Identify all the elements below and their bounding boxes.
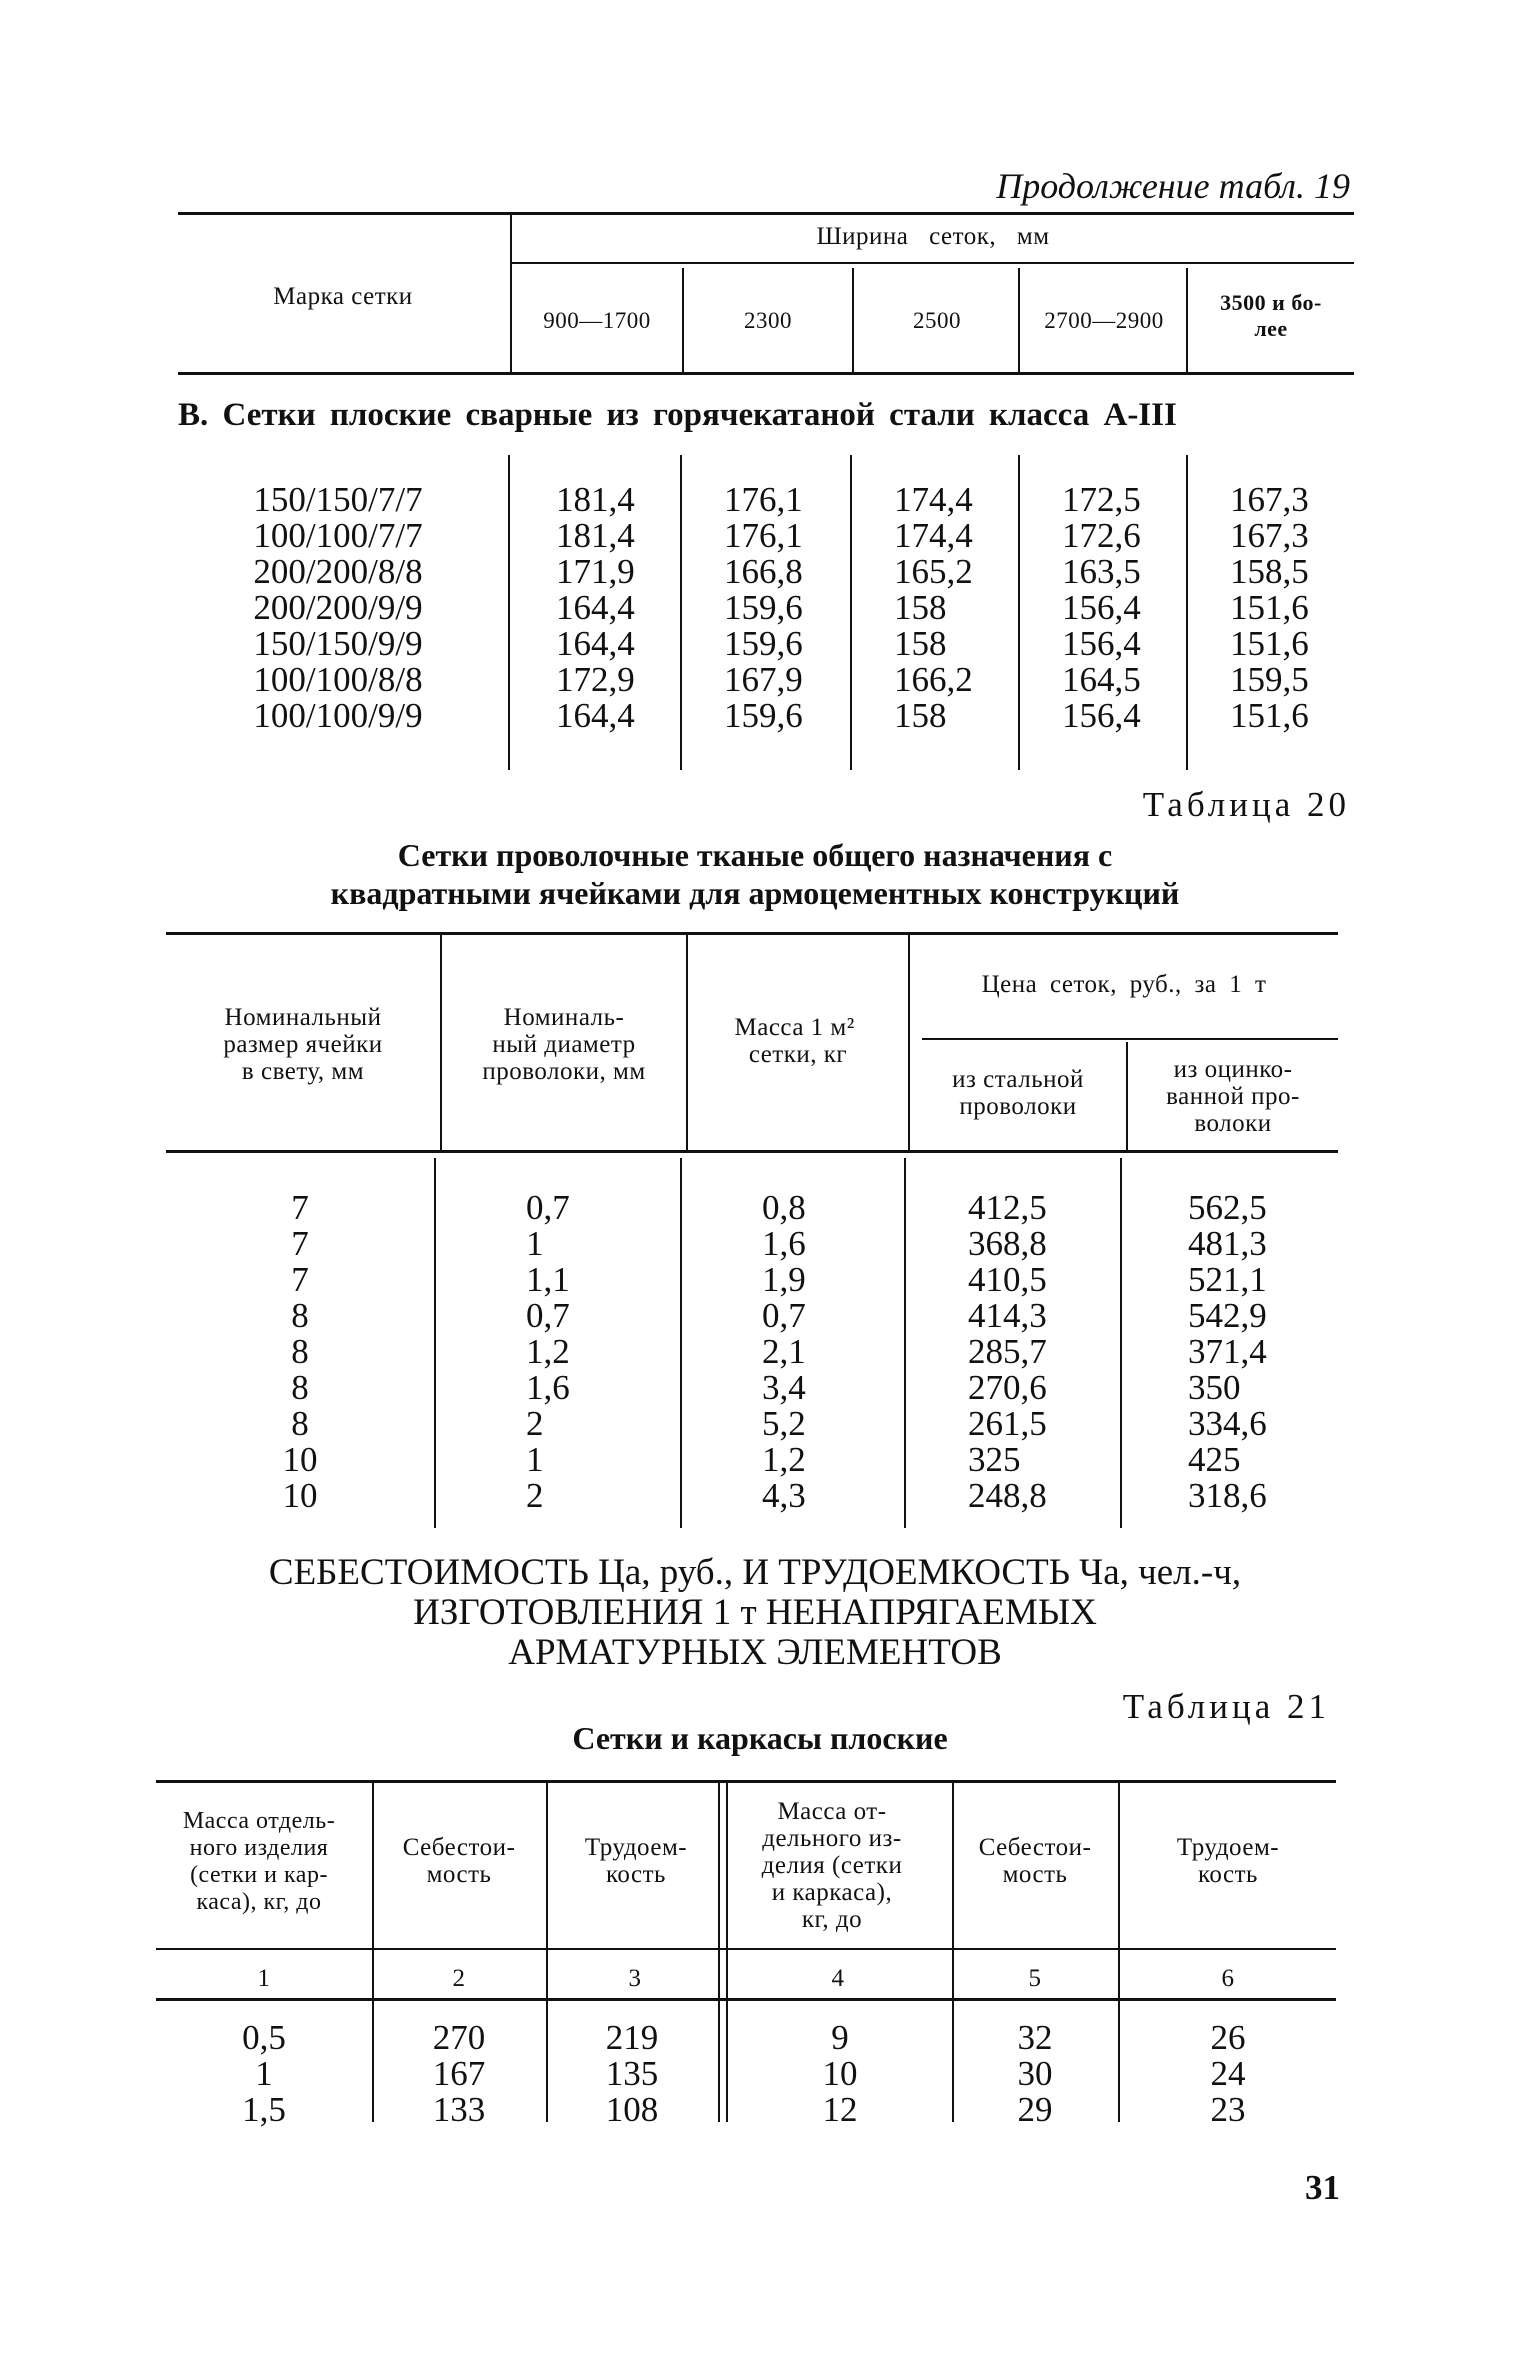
table-cell: 285,7: [968, 1332, 1047, 1371]
costs-heading: СЕБЕСТОИМОСТЬ Ца, руб., И ТРУДОЕМКОСТЬ Ча, чел.-ч, ИЗГОТОВЛЕНИЯ 1 т НЕНАПРЯГАЕМЫХ АРМАТУРНЫХ ЭЛЕМЕНТОВ: [268, 1552, 1242, 1673]
table19-header-mark: Марка сетки: [273, 283, 413, 310]
table20-vline-4: [1126, 1042, 1128, 1150]
table-cell: 133: [432, 2090, 486, 2129]
table-cell: 318,6: [1188, 1476, 1267, 1515]
table21-top-rule: [156, 1780, 1336, 1783]
mark-cell: 100/100/9/9: [253, 696, 423, 735]
table-cell: 412,5: [968, 1188, 1047, 1227]
table20-col-steel: [968, 1190, 1118, 1514]
table-cell: 1,2: [762, 1440, 806, 1479]
table-cell: 32: [1017, 2018, 1053, 2057]
table-cell: 8: [291, 1296, 309, 1335]
table-cell: 108: [605, 2090, 659, 2129]
table-cell: 2: [526, 1476, 544, 1515]
value-cell: 151,6: [1230, 696, 1309, 735]
table19-header-widths: Ширина сеток, мм: [816, 223, 1050, 250]
table-cell: 1: [526, 1440, 544, 1479]
mark-cell: 200/200/8/8: [253, 552, 423, 591]
table20-body-vline-4: [1120, 1158, 1122, 1528]
table20-col-cell: [166, 1190, 434, 1514]
table21-header-1: Масса отдель- ного изделия (сетки и кар- каса), кг, до: [182, 1808, 336, 1915]
table20-vline-2: [686, 934, 688, 1150]
table21-col-3: [546, 2020, 718, 2128]
mark-cell: 150/150/9/9: [253, 624, 423, 663]
value-cell: 176,1: [724, 480, 803, 519]
value-cell: 158: [894, 588, 947, 627]
value-cell: 156,4: [1062, 624, 1141, 663]
table-cell: 7: [291, 1188, 309, 1227]
table-cell: 1,1: [526, 1260, 570, 1299]
table21-subtitle: Сетки и каркасы плоские: [572, 1720, 948, 1756]
table20-vline-3: [908, 934, 910, 1150]
table21-col-4: [728, 2020, 952, 2128]
table20-header-steel: из стальной проволоки: [952, 1066, 1084, 1120]
table21-num-6: 6: [1221, 1965, 1235, 1992]
value-cell: 172,6: [1062, 516, 1141, 555]
table20-header-cell: Номинальный размер ячейки в свету, мм: [223, 1004, 383, 1085]
value-cell: 159,6: [724, 624, 803, 663]
continuation-label: Продолжение табл. 19: [996, 166, 1350, 206]
table-cell: 248,8: [968, 1476, 1047, 1515]
table19-width-3500: 3500 и бо- лее: [1220, 290, 1322, 341]
table-cell: 4,3: [762, 1476, 806, 1515]
table-cell: 7: [291, 1224, 309, 1263]
table21-header-6: Трудоем- кость: [1176, 1834, 1280, 1888]
table-cell: 2: [526, 1404, 544, 1443]
table-cell: 1,6: [762, 1224, 806, 1263]
table-cell: 368,8: [968, 1224, 1047, 1263]
table21-num-5: 5: [1028, 1965, 1042, 1992]
table21-col-2: [374, 2020, 544, 2128]
table21-header-rule: [156, 1948, 1336, 1950]
table20-label: Таблица 20: [1142, 785, 1350, 824]
table20-top-rule: [166, 932, 1338, 935]
table-cell: 12: [822, 2090, 858, 2129]
table20-header-diameter: Номиналь- ный диаметр проволоки, мм: [482, 1004, 646, 1085]
table-cell: 167: [432, 2054, 486, 2093]
table-cell: 3,4: [762, 1368, 806, 1407]
table19-vline-1: [510, 214, 512, 372]
table-cell: 481,3: [1188, 1224, 1267, 1263]
value-cell: 174,4: [894, 480, 973, 519]
table20-header-mass: Масса 1 м² сетки, кг: [734, 1014, 855, 1068]
table-cell: 2,1: [762, 1332, 806, 1371]
table-cell: 1,5: [242, 2090, 286, 2129]
table-cell: 1,9: [762, 1260, 806, 1299]
table21-numbers-rule: [156, 1998, 1336, 2001]
table19-vline-2: [682, 268, 684, 372]
value-cell: 151,6: [1230, 588, 1309, 627]
table-cell: 0,8: [762, 1188, 806, 1227]
table20-header-zinc: из оцинко- ванной про- волоки: [1166, 1056, 1300, 1137]
table19-body-vline-5: [1186, 455, 1188, 770]
table20-price-rule: [922, 1038, 1338, 1040]
table21-header-5: Себестои- мость: [978, 1834, 1092, 1888]
value-cell: 156,4: [1062, 588, 1141, 627]
table-cell: 261,5: [968, 1404, 1047, 1443]
page-number: 31: [1305, 2168, 1340, 2207]
table20-body-vline-3: [904, 1158, 906, 1528]
table20-col-zinc: [1188, 1190, 1338, 1514]
table19-body-vline-3: [850, 455, 852, 770]
table-cell: 1: [255, 2054, 273, 2093]
table-cell: 9: [831, 2018, 849, 2057]
value-cell: 176,1: [724, 516, 803, 555]
table-cell: 8: [291, 1404, 309, 1443]
value-cell: 166,8: [724, 552, 803, 591]
table-cell: 1,6: [526, 1368, 570, 1407]
table20-body-vline-2: [680, 1158, 682, 1528]
table-cell: 135: [605, 2054, 659, 2093]
table-cell: 8: [291, 1332, 309, 1371]
table-cell: 7: [291, 1260, 309, 1299]
table-cell: 270,6: [968, 1368, 1047, 1407]
table-cell: 29: [1017, 2090, 1053, 2129]
table-cell: 325: [968, 1440, 1021, 1479]
table-cell: 24: [1210, 2054, 1246, 2093]
table19-top-rule: [178, 212, 1354, 215]
value-cell: 166,2: [894, 660, 973, 699]
value-cell: 159,6: [724, 588, 803, 627]
table21-header-2: Себестои- мость: [402, 1834, 516, 1888]
value-cell: 159,6: [724, 696, 803, 735]
value-cell: 165,2: [894, 552, 973, 591]
value-cell: 164,5: [1062, 660, 1141, 699]
value-cell: 167,3: [1230, 516, 1309, 555]
value-cell: 181,4: [556, 480, 635, 519]
value-cell: 158,5: [1230, 552, 1309, 591]
table-cell: 23: [1210, 2090, 1246, 2129]
table19-vline-3: [852, 268, 854, 372]
table-cell: 0,7: [526, 1188, 570, 1227]
table21-header-3: Трудоем- кость: [584, 1834, 688, 1888]
table21-num-1: 1: [257, 1965, 271, 1992]
table-cell: 0,5: [242, 2018, 286, 2057]
table-cell: 521,1: [1188, 1260, 1267, 1299]
table21-col-5: [954, 2020, 1116, 2128]
mark-cell: 150/150/7/7: [253, 480, 423, 519]
table-cell: 1: [526, 1224, 544, 1263]
table19-width-2500: 2500: [913, 308, 961, 333]
value-cell: 164,4: [556, 624, 635, 663]
table20-col-mass: [762, 1190, 902, 1514]
table19-body-vline-4: [1018, 455, 1020, 770]
table-cell: 8: [291, 1368, 309, 1407]
table-cell: 562,5: [1188, 1188, 1267, 1227]
table20-col-diameter: [526, 1190, 676, 1514]
table21-col-6: [1120, 2020, 1336, 2128]
table21-num-2: 2: [452, 1965, 466, 1992]
table20-vline-1: [440, 934, 442, 1150]
mark-cell: 100/100/7/7: [253, 516, 423, 555]
mark-cell: 200/200/9/9: [253, 588, 423, 627]
table-cell: 1,2: [526, 1332, 570, 1371]
value-cell: 151,6: [1230, 624, 1309, 663]
table20-header-price: Цена сеток, руб., за 1 т: [981, 971, 1267, 998]
value-cell: 181,4: [556, 516, 635, 555]
table-cell: 30: [1017, 2054, 1053, 2093]
table-cell: 10: [822, 2054, 858, 2093]
table21-num-3: 3: [628, 1965, 642, 1992]
value-cell: 159,5: [1230, 660, 1309, 699]
table19-width-2300: 2300: [744, 308, 792, 333]
value-cell: 167,9: [724, 660, 803, 699]
table20-header-rule: [166, 1150, 1338, 1153]
table-cell: 334,6: [1188, 1404, 1267, 1443]
value-cell: 172,5: [1062, 480, 1141, 519]
value-cell: 156,4: [1062, 696, 1141, 735]
mark-cell: 100/100/8/8: [253, 660, 423, 699]
table19-section-title: В. Сетки плоские сварные из горячекатаной стали класса А-III: [178, 397, 1177, 433]
value-cell: 163,5: [1062, 552, 1141, 591]
value-cell: 158: [894, 696, 947, 735]
table19-body-vline-2: [680, 455, 682, 770]
table-cell: 0,7: [762, 1296, 806, 1335]
value-cell: 171,9: [556, 552, 635, 591]
table21-col-1: [156, 2020, 372, 2128]
table19-vline-5: [1186, 268, 1188, 372]
table21-label: Таблица 21: [1122, 1687, 1330, 1726]
value-cell: 172,9: [556, 660, 635, 699]
table-cell: 410,5: [968, 1260, 1047, 1299]
value-cell: 164,4: [556, 588, 635, 627]
table-cell: 219: [605, 2018, 659, 2057]
table19-width-2700: 2700—2900: [1044, 308, 1164, 333]
table-cell: 425: [1188, 1440, 1241, 1479]
table21-num-4: 4: [831, 1965, 845, 1992]
table20-title: Сетки проволочные тканые общего назначения с квадратными ячейками для армоцементных конструкций: [330, 837, 1180, 911]
table-cell: 270: [432, 2018, 486, 2057]
table19-body-vline-1: [508, 455, 510, 770]
table21-vline-3a: [718, 1782, 720, 2122]
table-cell: 0,7: [526, 1296, 570, 1335]
value-cell: 167,3: [1230, 480, 1309, 519]
table-cell: 350: [1188, 1368, 1241, 1407]
table19-width-900: 900—1700: [543, 308, 651, 333]
value-cell: 164,4: [556, 696, 635, 735]
table-cell: 542,9: [1188, 1296, 1267, 1335]
table20-body-vline-1: [434, 1158, 436, 1528]
table19-group-rule: [512, 262, 1354, 264]
table19-header-rule: [178, 372, 1354, 375]
table-cell: 26: [1210, 2018, 1246, 2057]
value-cell: 174,4: [894, 516, 973, 555]
table19-vline-4: [1018, 268, 1020, 372]
value-cell: 158: [894, 624, 947, 663]
table21-header-4: Масса от- дельного из- делия (сетки и каркаса), кг, до: [761, 1798, 903, 1933]
table-cell: 414,3: [968, 1296, 1047, 1335]
table-cell: 5,2: [762, 1404, 806, 1443]
table-cell: 371,4: [1188, 1332, 1267, 1371]
table-cell: 10: [282, 1440, 318, 1479]
table-cell: 10: [282, 1476, 318, 1515]
